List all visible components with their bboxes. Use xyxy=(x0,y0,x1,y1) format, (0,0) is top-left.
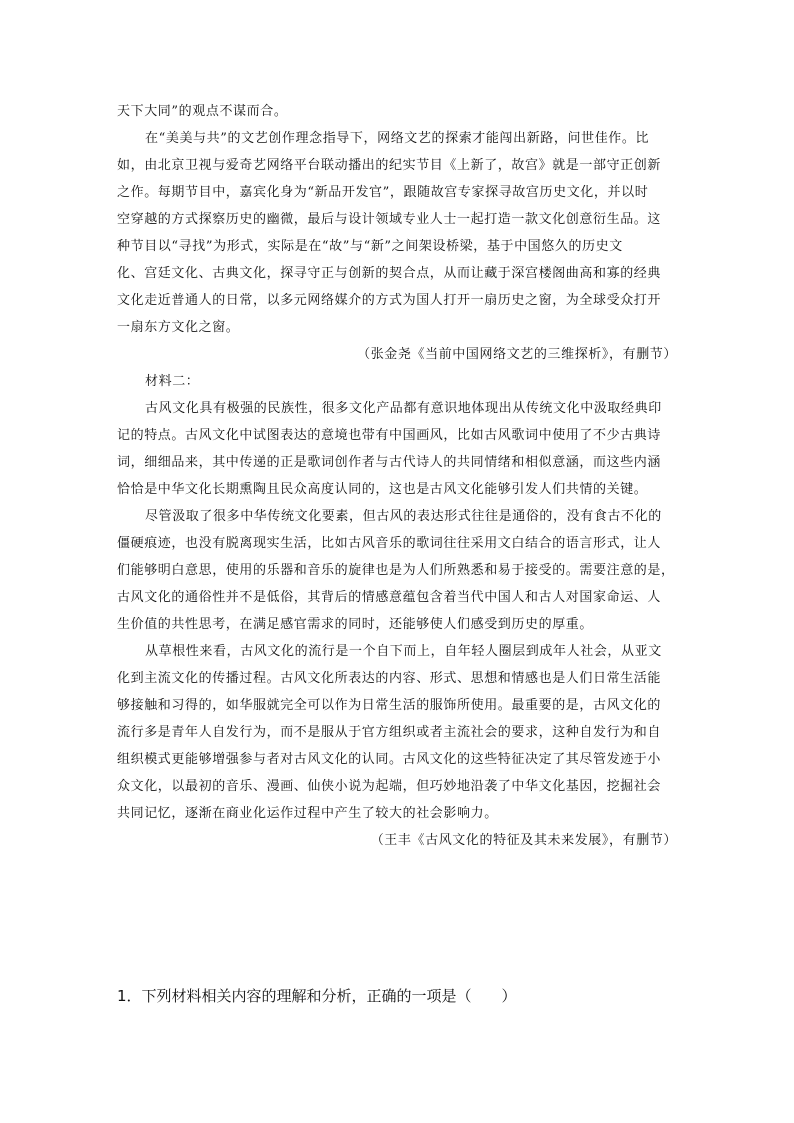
text-line: 化到主流文化的传播过程。古风文化所表达的内容、形式、思想和情感也是人们日常生活能 xyxy=(117,671,662,686)
question-stem: 1．下列材料相关内容的理解和分析，正确的一项是（ ） xyxy=(117,987,517,1005)
text-line: 化、宫廷文化、古典文化，探寻守正与创新的契合点，从而让藏于深宫楼阁曲高和寡的经典 xyxy=(117,266,662,281)
source-citation: （张金尧《当前中国网络文艺的三维探析》，有删节） xyxy=(357,347,677,362)
text-line: 恰恰是中华文化长期熏陶且民众高度认同的，这也是古风文化能够引发人们共情的关键。 xyxy=(117,482,648,497)
material-heading: 材料二： xyxy=(145,374,200,389)
paragraph-start-line: 古风文化具有极强的民族性，很多文化产品都有意识地体现出从传统文化中汲取经典印 xyxy=(145,401,662,416)
text-line: 如，由北京卫视与爱奇艺网络平台联动播出的纪实节目《上新了，故宫》就是一部守正创新 xyxy=(117,158,662,173)
text-line: 文化走近普通人的日常，以多元网络媒介的方式为国人打开一扇历史之窗，为全球受众打开 xyxy=(117,293,662,308)
paragraph-start-line: 在“美美与共”的文艺创作理念指导下，网络文艺的探索才能闯出新路，问世佳作。比 xyxy=(145,131,650,146)
text-line: 够接触和习得的，如华服就完全可以作为日常生活的服饰所使用。最重要的是，古风文化的 xyxy=(117,698,662,713)
text-line: 一扇东方文化之窗。 xyxy=(117,320,240,335)
text-line: 古风文化的通俗性并不是低俗，其背后的情感意蕴包含着当代中国人和古人对国家命运、人 xyxy=(117,590,662,605)
article-body xyxy=(117,98,677,854)
text-line: 众文化，以最初的音乐、漫画、仙侠小说为起端，但巧妙地沿袭了中华文化基因，挖掘社会 xyxy=(117,779,662,794)
text-line: 流行多是青年人自发行为，而不是服从于官方组织或者主流社会的要求，这种自发行为和自 xyxy=(117,725,662,740)
text-line: 组织模式更能够增强参与者对古风文化的认同。古风文化的这些特征决定了其尽管发迹于小 xyxy=(117,752,662,767)
text-line: 僵硬痕迹，也没有脱离现实生活，比如古风音乐的歌词往往采用文白结合的语言形式，让人 xyxy=(117,536,662,551)
text-line: 们能够明白意思，使用的乐器和音乐的旋律也是为人们所熟悉和易于接受的。需要注意的是， xyxy=(117,563,675,578)
text-line: 空穿越的方式探察历史的幽微，最后与设计领域专业人士一起打造一款文化创意衍生品。这 xyxy=(117,212,662,227)
paragraph-start-line: 尽管汲取了很多中华传统文化要素，但古风的表达形式往往是通俗的，没有食古不化的 xyxy=(145,509,662,524)
source-citation: （王丰《古风文化的特征及其未来发展》，有删节） xyxy=(370,833,677,848)
text-line: 词，细细品来，其中传递的正是歌词创作者与古代诗人的共同情绪和相似意涵，而这些内涵 xyxy=(117,455,662,470)
text-line: 天下大同”的观点不谋而合。 xyxy=(117,104,288,119)
text-line: 共同记忆，逐渐在商业化运作过程中产生了较大的社会影响力。 xyxy=(117,806,498,821)
text-line: 种节目以“寻找”为形式，实际是在“故”与“新”之间架设桥梁，基于中国悠久的历史文 xyxy=(117,239,623,254)
paragraph-start-line: 从草根性来看，古风文化的流行是一个自下而上，自年轻人圈层到成年人社会，从亚文 xyxy=(145,644,662,659)
text-line: 生价值的共性思考，在满足感官需求的同时，还能够使人们感受到历史的厚重。 xyxy=(117,617,594,632)
text-line: 记的特点。古风文化中试图表达的意境也带有中国画风，比如古风歌词中使用了不少古典诗 xyxy=(117,428,662,443)
text-line: 之作。每期节目中，嘉宾化身为“新品开发官”，跟随故宫专家探寻故宫历史文化，并以时 xyxy=(117,185,649,200)
